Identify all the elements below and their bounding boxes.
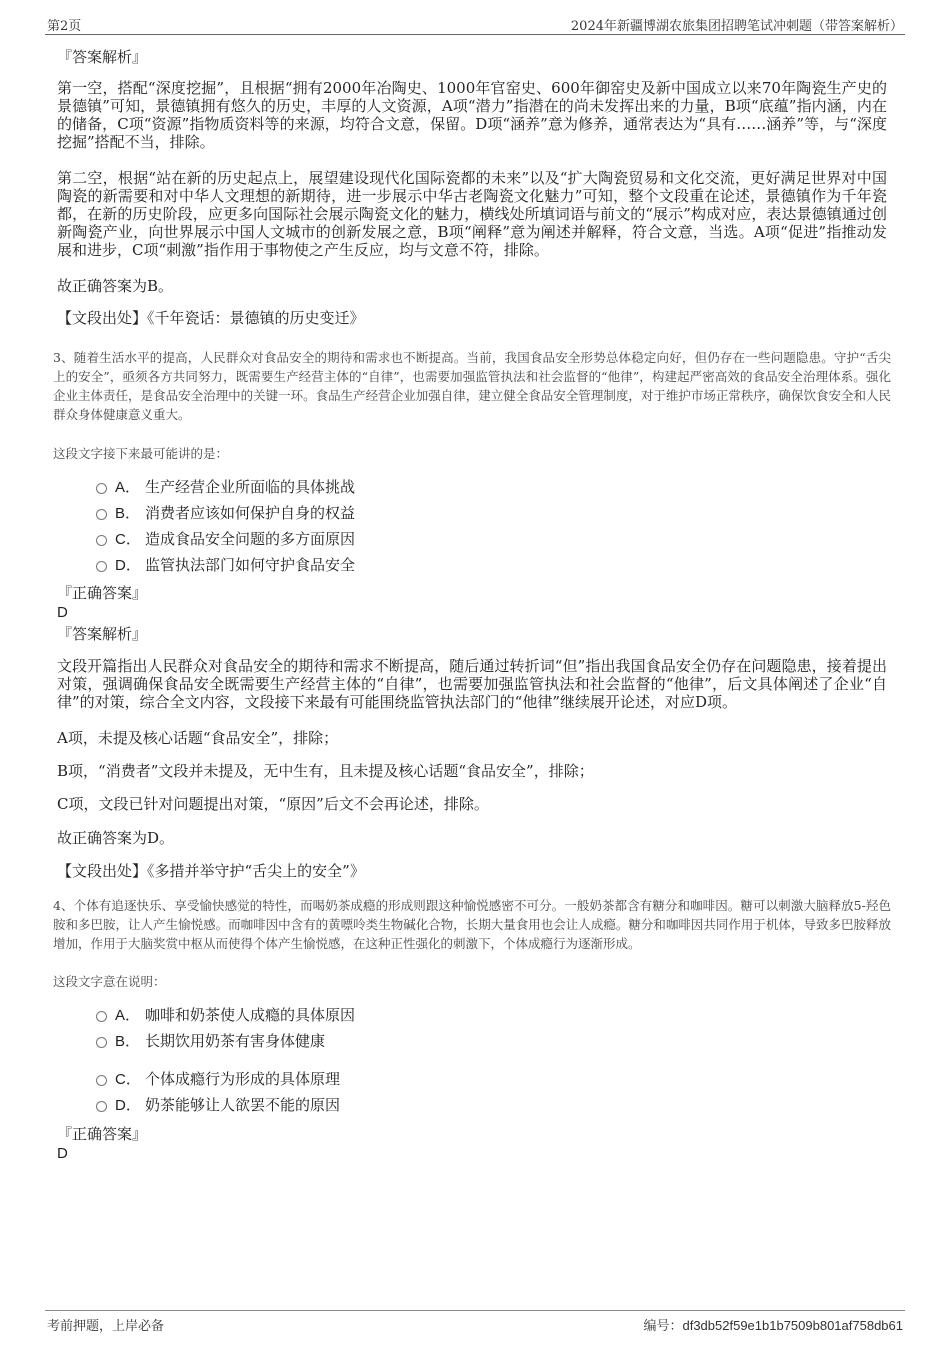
correct-answer: D	[57, 604, 68, 621]
option-a[interactable]: A． 咖啡和奶茶使人成瘾的具体原因	[57, 1002, 657, 1028]
option-d[interactable]: D． 监管执法部门如何守护食品安全	[57, 552, 657, 578]
option-b-note: B项，“消费者”文段并未提及，无中生有，且未提及核心话题“食品安全”，排除；	[57, 762, 594, 780]
option-c[interactable]: C． 造成食品安全问题的多方面原因	[57, 526, 657, 552]
analysis-paragraph: 文段开篇指出人民群众对食品安全的期待和需求不断提高，随后通过转折词“但”指出我国食品安全仍存在问题隐患，接着提出对策，强调确保食品安全既需要生产经营主体的“自律”，也需要加强监管执法和社会监督的“他律”，后文具体阐述了企业“自律”的对策，综合全文内容，文段接下来最有可能围绕监管执法部门的“他律”继续展开论述，对应D项。	[57, 657, 887, 711]
document-code	[643, 1315, 903, 1334]
question-stem: 4、个体有追逐快乐、享受愉快感觉的特性，而喝奶茶成瘾的形成则跟这种愉悦感密不可分。一般奶茶都含有糖分和咖啡因。糖可以刺激大脑释放5-羟色胺和多巴胺，让人产生愉悦感。而咖啡因中含有的黄嘌呤类生物碱化合物，长期大量食用也会让人成瘾。糖分和咖啡因共同作用于机体，导致多巴胺释放增加，作用于大脑奖赏中枢从而使得个体产生愉悦感，在这种正性强化的刺激下，个体成瘾行为逐渐形成。	[53, 898, 891, 951]
option-a[interactable]: A． 生产经营企业所面临的具体挑战	[57, 474, 657, 500]
option-d[interactable]: D． 奶茶能够让人欲罢不能的原因	[57, 1092, 657, 1118]
radio-icon[interactable]	[96, 535, 107, 546]
source-citation: 【文段出处】《千年瓷话：景德镇的历史变迁》	[57, 309, 365, 327]
analysis-paragraph: 第一空，搭配“深度挖掘”，且根据“拥有2000年冶陶史、1000年官窑史、600年御窑史及新中国成立以来70年陶瓷生产史的景德镇”可知，景德镇拥有悠久的历史，丰厚的人文资源，A项“潜力”指潜在的尚未发挥出来的力量，B项“底蕴”指内涵，内在的储备，C项“资源”指物质资料等的来源，均符合文意，保留。D项“涵养”意为修养，通常表达为“具有……涵养”等，与“深度挖掘”搭配不当，排除。	[57, 79, 887, 151]
analysis-label: 『答案解析』	[57, 625, 148, 643]
radio-icon[interactable]	[96, 1101, 107, 1112]
source-citation: 【文段出处】《多措并举守护“舌尖上的安全”》	[57, 862, 365, 880]
page-footer	[45, 1310, 905, 1336]
correct-answer-label: 『正确答案』	[57, 1125, 148, 1143]
radio-icon[interactable]	[96, 509, 107, 520]
footer-motto: 考前押题，上岸必备	[47, 1319, 165, 1334]
question-prompt: 这段文字接下来最可能讲的是：	[53, 446, 229, 461]
page-number: 第2页	[47, 19, 82, 34]
question-stem: 3、随着生活水平的提高，人民群众对食品安全的期待和需求也不断提高。当前，我国食品安全形势总体稳定向好，但仍存在一些问题隐患。守护“舌尖上的安全”，亟须各方共同努力，既需要生产经营主体的“自律”，也需要加强监管执法和社会监督的“他律”，构建起严密高效的食品安全治理体系。强化企业主体责任，是食品安全治理中的关键一环。食品生产经营企业加强自律，建立健全食品安全管理制度，对于维护市场正常秩序，确保饮食安全和人民群众身体健康意义重大。	[53, 350, 891, 422]
option-a-note: A项，未提及核心话题“食品安全”，排除；	[57, 729, 339, 747]
option-b[interactable]: B． 消费者应该如何保护自身的权益	[57, 500, 657, 526]
radio-icon[interactable]	[96, 561, 107, 572]
option-c-note: C项，文段已针对问题提出对策，“原因”后文不会再论述，排除。	[57, 795, 489, 813]
page-header	[45, 12, 905, 35]
radio-icon[interactable]	[96, 1011, 107, 1022]
correct-answer: D	[57, 1145, 68, 1162]
conclusion: 故正确答案为D。	[57, 829, 175, 847]
conclusion: 故正确答案为B。	[57, 277, 174, 295]
correct-answer-label: 『正确答案』	[57, 584, 148, 602]
code-label: 编号：	[643, 1319, 683, 1334]
radio-icon[interactable]	[96, 1075, 107, 1086]
option-c[interactable]: C． 个体成瘾行为形成的具体原理	[57, 1066, 657, 1092]
option-b[interactable]: B． 长期饮用奶茶有害身体健康	[57, 1028, 657, 1066]
question-prompt: 这段文字意在说明：	[53, 974, 166, 989]
document-title: 2024年新疆博湖农旅集团招聘笔试冲刺题（带答案解析）	[570, 19, 903, 34]
radio-icon[interactable]	[96, 483, 107, 494]
question-options	[57, 474, 657, 578]
question-options	[57, 1002, 657, 1118]
analysis-label: 『答案解析』	[57, 48, 148, 66]
analysis-paragraph: 第二空，根据“站在新的历史起点上，展望建设现代化国际瓷都的未来”以及“扩大陶瓷贸易和文化交流，更好满足世界对中国陶瓷的新需要和对中华人文理想的新期待，进一步展示中华古老陶瓷文化魅力”可知，整个文段重在论述，景德镇作为千年瓷都，在新的历史阶段，应更多向国际社会展示陶瓷文化的魅力，横线处所填词语与前文的“展示”构成对应，表达景德镇通过创新陶瓷产业，向世界展示中国人文城市的创新发展之意，B项“阐释”意为阐述并解释，符合文意，当选。A项“促进”指推动发展和进步，C项“刺激”指作用于事物使之产生反应，均与文意不符，排除。	[57, 169, 887, 259]
radio-icon[interactable]	[96, 1037, 107, 1048]
code-value: df3db52f59e1b1b7509b801af758db61	[682, 1318, 903, 1333]
